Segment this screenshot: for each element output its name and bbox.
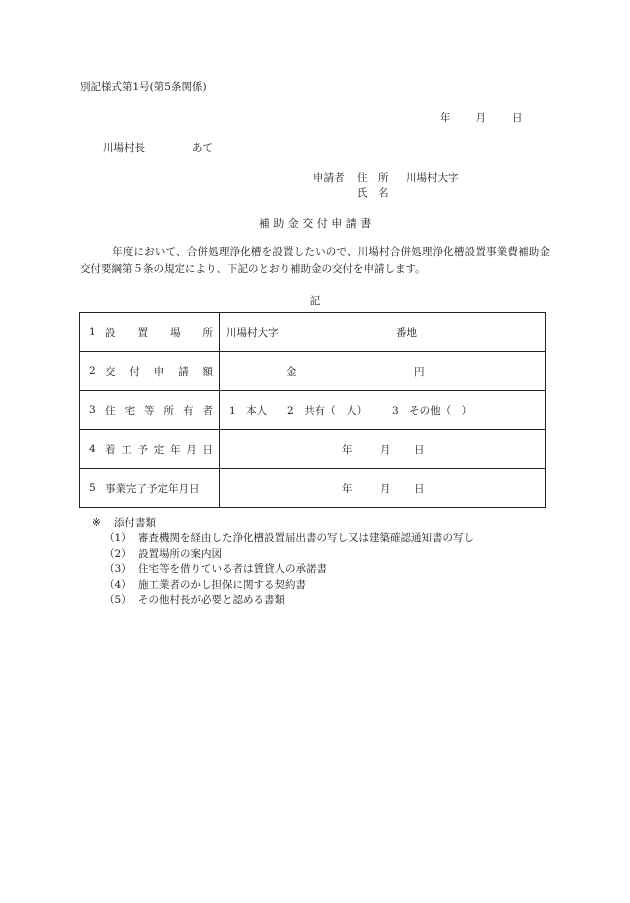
- row-label-installation-site: 1 設 置 場 所: [89, 326, 213, 339]
- note-mark: ※: [92, 517, 101, 529]
- row-label-start-date: 4 着 工 予 定 年 月 日: [89, 443, 213, 456]
- row-label-grant-amount: 2 交 付 申 請 額: [89, 365, 213, 378]
- application-statement: 年度において、合併処理浄化槽を設置したいので、川場村合併処理浄化槽設置事業費補助金交付要綱第５条の規定により、下記のとおり補助金の交付を申請します。: [80, 246, 550, 275]
- document-title: 補 助 金 交 付 申 請 書: [258, 217, 372, 230]
- en-text: 円: [414, 366, 425, 378]
- row-label-house-owner: 3 住 宅 等 所 有 者: [89, 404, 213, 417]
- addressee-name: 川場村長: [103, 142, 145, 154]
- addressee: [103, 140, 213, 155]
- kin-text: 金: [286, 366, 297, 378]
- date-day: 日: [512, 112, 523, 124]
- applicant-block: [313, 171, 459, 201]
- row-label-completion-date: 5 事業完了予定年月日: [89, 482, 200, 495]
- list-item: （1） 審査機関を経由した浄化槽設置届出書の写し又は建築確認通知書の写し: [104, 532, 474, 545]
- owner-option-shared[interactable]: 2 共有（ 人）: [287, 405, 368, 417]
- list-item: （5） その他村長が必要と認める書類: [104, 594, 285, 607]
- grant-amount-field[interactable]: [220, 352, 545, 390]
- form-reference: 別記様式第1号(第5条関係): [80, 81, 207, 93]
- applicant-address-row: [313, 171, 459, 186]
- table-row: [80, 469, 546, 508]
- application-table: [79, 312, 546, 508]
- table-row: [80, 391, 546, 430]
- date-month: 月: [475, 112, 486, 124]
- table-row: [80, 430, 546, 469]
- applicant-label: 申請者: [313, 172, 345, 184]
- list-item: （3） 住宅等を借りている者は賃貸人の承諾書: [104, 563, 327, 576]
- banchi-text: 番地: [396, 327, 417, 339]
- attachments-section: [92, 516, 474, 608]
- date-year: 年: [440, 112, 451, 124]
- house-owner-options[interactable]: [220, 391, 545, 429]
- start-date-field[interactable]: 年 月 日: [342, 444, 425, 456]
- completion-date-field[interactable]: 年 月 日: [342, 483, 425, 495]
- installation-site-field[interactable]: [220, 313, 545, 351]
- village-text: 川場村大字: [226, 327, 279, 339]
- attachments-heading: ※ 添付書類: [92, 516, 474, 531]
- list-item: （2） 設置場所の案内図: [104, 547, 222, 560]
- owner-option-self[interactable]: 1 本人: [229, 405, 268, 417]
- address-value: 川場村大字: [406, 172, 459, 184]
- table-row: [80, 352, 546, 391]
- owner-option-other[interactable]: 3 その他（ ）: [392, 405, 473, 417]
- address-label: 住 所: [357, 172, 389, 184]
- application-date: [440, 110, 523, 125]
- name-label: 氏 名: [357, 187, 389, 199]
- addressee-suffix: あて: [192, 142, 213, 154]
- list-item: （4） 施工業者のかし担保に関する契約書: [104, 578, 306, 591]
- ki-heading: 記: [309, 295, 321, 307]
- table-row: [80, 313, 546, 352]
- applicant-name-row: [313, 186, 459, 201]
